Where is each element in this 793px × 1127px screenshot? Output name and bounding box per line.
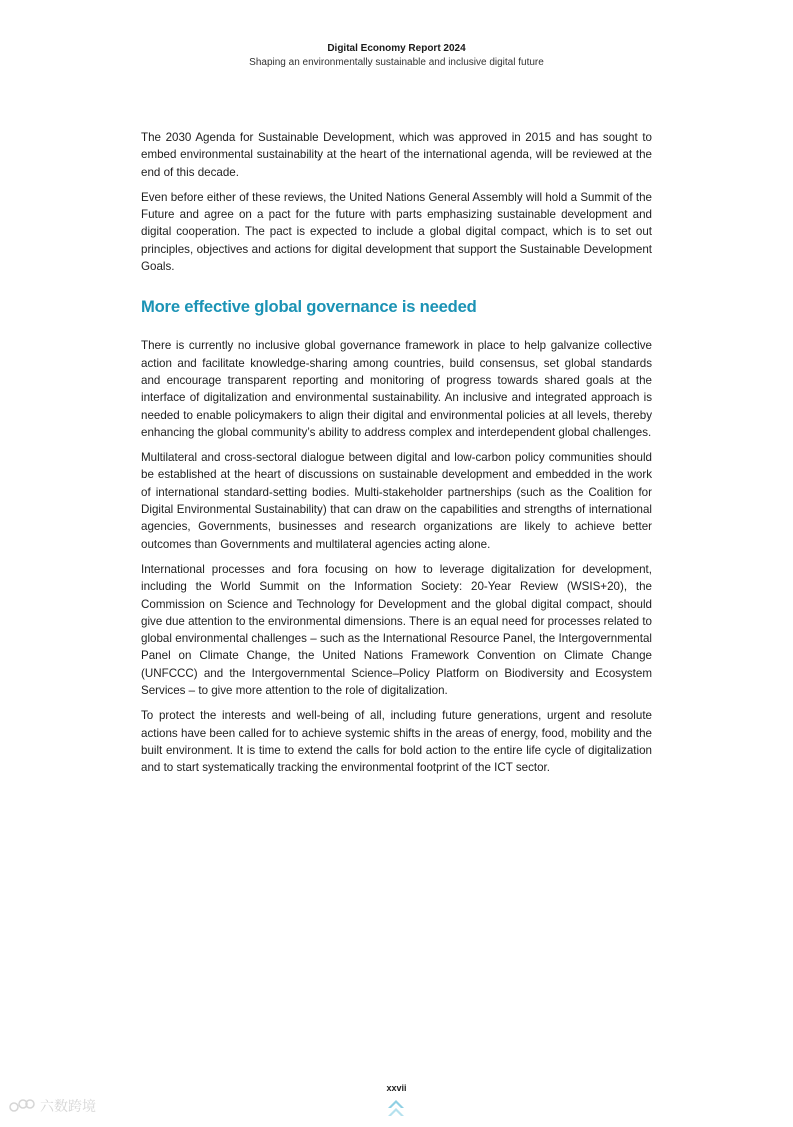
report-title: Digital Economy Report 2024 <box>327 43 466 54</box>
section-paragraph-4: To protect the interests and well-being of all, including future generations, urgent and resolute actions have been called for to achieve systemic shifts in the areas of energy, food, mobility and the built environment. It is time to extend the calls for bold action to the entire life cycle of digitalization and to start systematically tracking the environmental footprint of the ICT sector. <box>141 709 652 775</box>
watermark-text: 六数跨境 <box>40 1099 96 1115</box>
section-paragraph-2: Multilateral and cross-sectoral dialogue between digital and low-carbon policy communities should be established at the heart of discussions on sustainable development and embedded in the work of international standard-setting bodies. Multi-stakeholder partnerships (such as the Coalition for Digital Environmental Sustainability) that can draw on the capabilities and strengths of international agencies, Governments, businesses and research organizations are likely to achieve better outcomes than Governments and multilateral agencies acting alone. <box>141 451 652 551</box>
chevron-up-icon <box>386 1098 406 1122</box>
watermark <box>8 1096 96 1116</box>
watermark-logo-icon <box>8 1098 36 1114</box>
page-content <box>141 129 652 785</box>
section-heading: More effective global governance is needed <box>141 297 477 317</box>
section-paragraph-3: International processes and fora focusing on how to leverage digitalization for development, including the World Summit on the Information Society: 20-Year Review (WSIS+20), the Commission on Science and Technology for Development and the global digital compact, should give due attention to the environmental dimensions. There is an equal need for processes related to global environmental challenges – such as the International Resource Panel, the Intergovernmental Panel on Climate Change, the United Nations Framework Convention on Climate Change (UNFCCC) and the Intergovernmental Science–Policy Platform on Biodiversity and Ecosystem Services – to give more attention to the role of digitalization. <box>141 562 652 698</box>
intro-paragraph-1: The 2030 Agenda for Sustainable Development, which was approved in 2015 and has sought to embed environmental sustainability at the heart of the international agenda, will be reviewed at the end of this decade. <box>141 131 652 179</box>
back-to-top-button[interactable] <box>386 1098 406 1122</box>
page-number: xxvii <box>386 1083 407 1093</box>
report-subtitle: Shaping an environmentally sustainable and inclusive digital future <box>249 57 544 68</box>
intro-paragraph-2: Even before either of these reviews, the United Nations General Assembly will hold a Summit of the Future and agree on a pact for the future with parts emphasizing sustainable development and digital cooperation. The pact is expected to include a global digital compact, which is to set out principles, objectives and actions for digital development that support the Sustainable Development Goals. <box>141 190 652 274</box>
section-paragraph-1: There is currently no inclusive global governance framework in place to help galvanize collective action and facilitate knowledge-sharing among countries, build consensus, set global standards and encourage transparent reporting and monitoring of progress towards shared goals at the interface of digitalization and environmental sustainability. An inclusive and integrated approach is needed to enable policymakers to align their digital and environmental policies at all levels, thereby enhancing the global community’s ability to address complex and interdependent global challenges. <box>141 339 652 439</box>
page-header <box>0 42 793 70</box>
